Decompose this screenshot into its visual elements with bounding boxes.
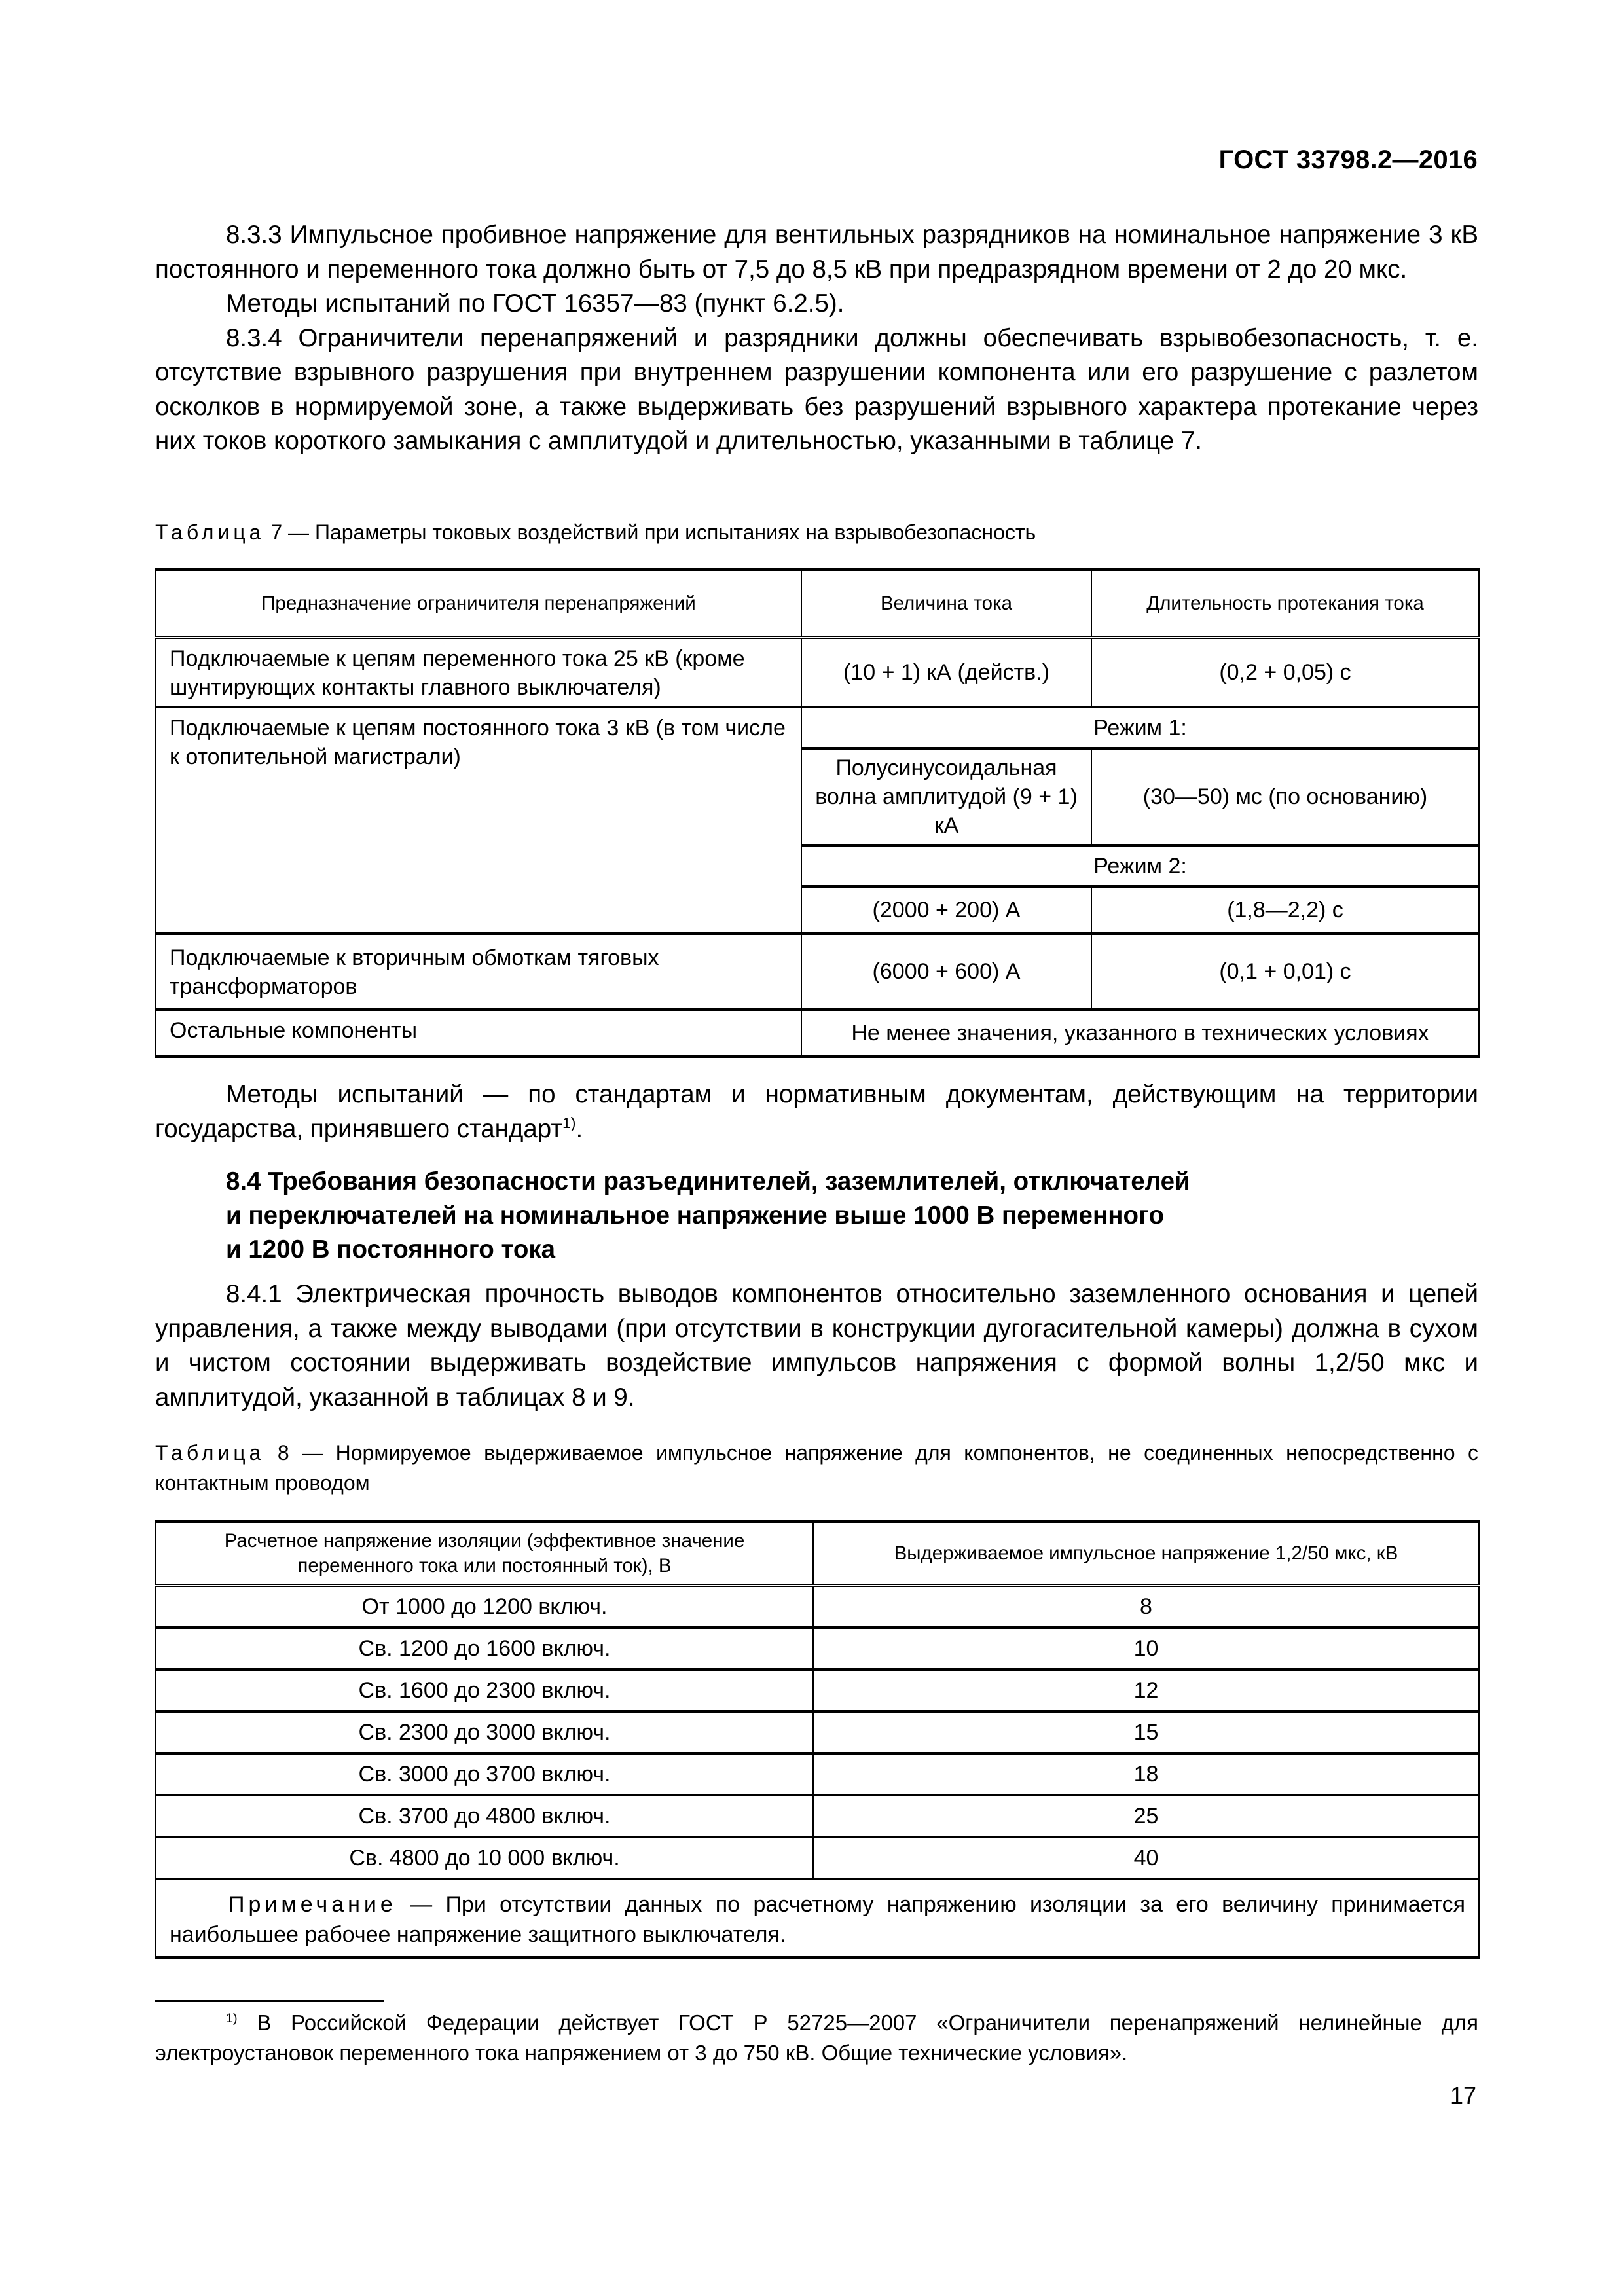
table7-header-row bbox=[156, 570, 1479, 638]
table7-cell-duration: (0,2 + 0,05) с bbox=[1091, 638, 1479, 707]
table7-cell-purpose: Остальные компоненты bbox=[156, 1010, 801, 1057]
document-id-header: ГОСТ 33798.2—2016 bbox=[1218, 145, 1478, 174]
table8-note-label: Примечание bbox=[228, 1892, 397, 1917]
table-row: Св. 2300 до 3000 включ. 15 bbox=[156, 1711, 1479, 1753]
table7-mode2-label: Режим 2: bbox=[801, 845, 1479, 886]
section-8-4-1: 8.4.1 Электрическая прочность выводов компонентов относительно заземленного основания и цепей управления, а также между выводами (при отсутствии в конструкции дугогасительной камеры) должна в сухом и чистом состоянии выдерживать воздействие импульсов напряжения с формой волны 1,2/50 мкс и амплитудой, указанной в таблицах 8 и 9. bbox=[155, 1280, 1478, 1412]
table7-mode2-current: (2000 + 200) А bbox=[801, 886, 1091, 934]
table7-caption-text: 7 — Параметры токовых воздействий при испытаниях на взрывобезопасность bbox=[264, 520, 1036, 544]
table-row: Св. 1200 до 1600 включ. 10 bbox=[156, 1628, 1479, 1669]
table-row: Св. 1600 до 2300 включ. 12 bbox=[156, 1669, 1479, 1711]
page-number: 17 bbox=[1450, 2082, 1476, 2109]
footnote-text: В Российской Федерации действует ГОСТ Р 52725—2007 «Ограничители перенапряжений нелинейные для электроустановок переменного тока напряжением от 3 до 750 кВ. Общие технические условия». bbox=[155, 2011, 1478, 2065]
table7-mode1-current: Полусинусоидальная волна амплитудой (9 + 1) кА bbox=[801, 748, 1091, 845]
table8-caption-label: Таблица bbox=[155, 1441, 265, 1465]
table7-header-purpose: Предназначение ограничителя перенапряжений bbox=[156, 570, 801, 638]
methods-paragraph: Методы испытаний — по стандартам и нормативным документам, действующим на территории государства, принявшего стандарт$^{1)}$. bbox=[155, 1080, 1478, 1143]
table7-cell-purpose: Подключаемые к вторичным обмоткам тяговых трансформаторов bbox=[156, 934, 801, 1010]
table7-mode2-duration: (1,8—2,2) с bbox=[1091, 886, 1479, 934]
table-row bbox=[156, 638, 1479, 707]
table-row: Св. 3700 до 4800 включ. 25 bbox=[156, 1795, 1479, 1837]
table7-cell-purpose: Подключаемые к цепям переменного тока 25 кВ (кроме шунтирующих контакты главного выключателя) bbox=[156, 638, 801, 707]
table7-cell-current: (6000 + 600) А bbox=[801, 934, 1091, 1010]
table7-cell-purpose: Подключаемые к цепям постоянного тока 3 кВ (в том числе к отопительной магистрали) bbox=[156, 707, 801, 934]
table7-cell-duration: (0,1 + 0,01) с bbox=[1091, 934, 1479, 1010]
table8-caption bbox=[155, 1438, 1478, 1498]
table8-caption-text: 8 — Нормируемое выдерживаемое импульсное напряжение для компонентов, не соединенных непосредственно с контактным проводом bbox=[155, 1441, 1478, 1495]
paragraph-8-3-4: 8.3.4 Ограничители перенапряжений и разрядники должны обеспечивать взрывобезопасность, т. е. отсутствие взрывного разрушения при внутреннем разрушении компонента или его разрушение с разлетом осколков в нормируемой зоне, а также выдерживать без разрушений взрывного характера протекание через них токов короткого замыкания с амплитудой и длительностью, указанными в таблице 7. bbox=[155, 323, 1478, 455]
table-row: Св. 4800 до 10 000 включ. 40 bbox=[156, 1837, 1479, 1879]
table7-mode1-duration: (30—50) мс (по основанию) bbox=[1091, 748, 1479, 845]
table8-note bbox=[156, 1879, 1479, 1958]
footnote-marker: 1) bbox=[226, 2011, 238, 2026]
table-row: От 1000 до 1200 включ. 8 bbox=[156, 1586, 1479, 1628]
table8-note-row bbox=[156, 1879, 1479, 1958]
table8-header-voltage: Расчетное напряжение изоляции (эффективное значение переменного тока или постоянный ток), В bbox=[156, 1522, 813, 1586]
table7-header-duration: Длительность протекания тока bbox=[1091, 570, 1479, 638]
table7-header-current: Величина тока bbox=[801, 570, 1091, 638]
table7-mode1-label: Режим 1: bbox=[801, 707, 1479, 748]
footnote-divider bbox=[155, 2000, 384, 2002]
table7-cell-merged: Не менее значения, указанного в технических условиях bbox=[801, 1010, 1479, 1057]
table8 bbox=[155, 1520, 1480, 1959]
footnote bbox=[155, 2008, 1478, 2068]
table8-header-impulse: Выдерживаемое импульсное напряжение 1,2/50 мкс, кВ bbox=[813, 1522, 1479, 1586]
footnote-ref[interactable]: 1) bbox=[562, 1114, 576, 1131]
table-row bbox=[156, 934, 1479, 1010]
table8-header-row bbox=[156, 1522, 1479, 1586]
table-row: Св. 3000 до 3700 включ. 18 bbox=[156, 1753, 1479, 1795]
table8-note-text: — При отсутствии данных по расчетному напряжению изоляции за его величину принимается наибольшее рабочее напряжение защитного выключателя. bbox=[170, 1892, 1465, 1947]
table7-caption-label: Таблица bbox=[155, 520, 265, 544]
section-8-3-3 bbox=[155, 218, 1478, 459]
paragraph-8-3-3-methods: Методы испытаний по ГОСТ 16357—83 (пункт 6.2.5). bbox=[226, 289, 845, 318]
paragraph-8-3-3: 8.3.3 Импульсное пробивное напряжение для вентильных разрядников на номинальное напряжение 3 кВ постоянного и переменного тока должно быть от 7,5 до 8,5 кВ при предразрядном времени от 2 до 20 мкс. bbox=[155, 221, 1478, 283]
table-row bbox=[156, 1010, 1479, 1057]
table7 bbox=[155, 568, 1480, 1058]
section-8-4-heading: 8.4 Требования безопасности разъединителей, заземлителей, отключателей и переключателей на номинальное напряжение выше 1000 В переменного и 1200 В постоянного тока bbox=[226, 1167, 1190, 1264]
table7-cell-current: (10 + 1) кА (действ.) bbox=[801, 638, 1091, 707]
table-row bbox=[156, 707, 1479, 748]
table7-caption bbox=[155, 517, 1478, 547]
